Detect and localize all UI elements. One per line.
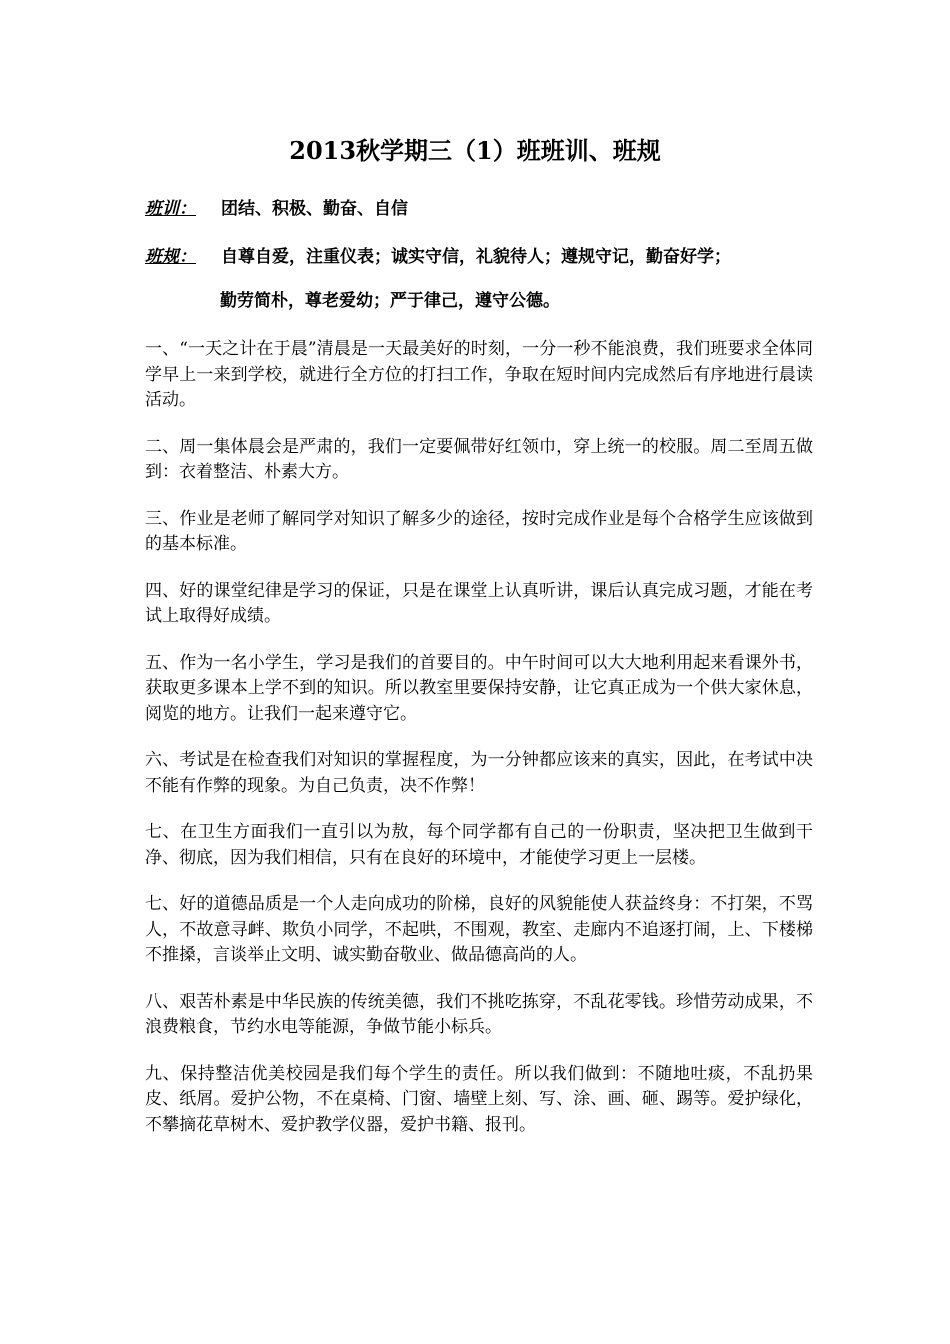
paragraph-5: 五、作为一名小学生，学习是我们的首要目的。中午时间可以大大地利用起来看课外书，获取更多课本上学不到的知识。所以教室里要保持安静，让它真正成为一个供大家休息，阅览的地方。让我们一起来遵守它。 — [145, 652, 813, 724]
paragraph-6: 六、考试是在检查我们对知识的掌握程度，为一分钟都应该来的真实，因此，在考试中决不能有作弊的现象。为自己负责，决不作弊！ — [145, 750, 813, 796]
class-rules-label: 班规： — [145, 247, 196, 267]
page-title: 2013秋学期三（1）班班训、班规 — [289, 136, 661, 165]
class-motto — [145, 195, 825, 223]
class-motto-text: 团结、积极、勤奋、自信 — [221, 199, 408, 219]
paragraph-3: 三、作业是老师了解同学对知识了解多少的途径，按时完成作业是每个合格学生应该做到的基本标准。 — [145, 508, 813, 554]
class-rules — [145, 243, 835, 271]
paragraph-4: 四、好的课堂纪律是学习的保证，只是在课堂上认真听讲，课后认真完成习题，才能在考试上取得好成绩。 — [145, 580, 813, 626]
paragraph-10: 九、保持整洁优美校园是我们每个学生的责任。所以我们做到：不随地吐痰，不乱扔果皮、纸屑。爱护公物，不在桌椅、门窗、墙壁上刻、写、涂、画、砸、踢等。爱护绿化，不攀摘花草树木、爱护教学仪器，爱护书籍、报刊。 — [145, 1063, 813, 1135]
paragraph-1: 一、“一天之计在于晨”清晨是一天最美好的时刻，一分一秒不能浪费，我们班要求全体同学早上一来到学校，就进行全方位的打扫工作，争取在短时间内完成然后有序地进行晨读活动。 — [145, 339, 813, 410]
class-rules-line-1: 自尊自爱，注重仪表；诚实守信，礼貌待人；遵规守记，勤奋好学； — [221, 247, 731, 267]
paragraph-7: 七、在卫生方面我们一直引以为敖，每个同学都有自己的一份职责，坚决把卫生做到干净、彻底，因为我们相信，只有在良好的环境中，才能使学习更上一层楼。 — [145, 822, 813, 868]
rules-paragraphs — [145, 337, 813, 1159]
paragraph-2: 二、周一集体晨会是严肃的，我们一定要佩带好红领巾，穿上统一的校服。周二至周五做到：衣着整洁、朴素大方。 — [145, 436, 813, 482]
paragraph-9: 八、艰苦朴素是中华民族的传统美德，我们不挑吃拣穿，不乱花零钱。珍惜劳动成果，不浪费粮食，节约水电等能源，争做节能小标兵。 — [145, 991, 813, 1037]
class-motto-label: 班训： — [145, 199, 196, 219]
paragraph-8: 七、好的道德品质是一个人走向成功的阶梯，良好的风貌能使人获益终身：不打架，不骂人，不故意寻衅、欺负小同学，不起哄，不围观，教室、走廊内不追逐打闹，上、下楼梯不推搡，言谈举止文明、诚实勤奋敬业、做品德高尚的人。 — [145, 894, 813, 965]
class-rules-line-2: 勤劳简朴，尊老爱幼；严于律己，遵守公德。 — [220, 291, 560, 311]
